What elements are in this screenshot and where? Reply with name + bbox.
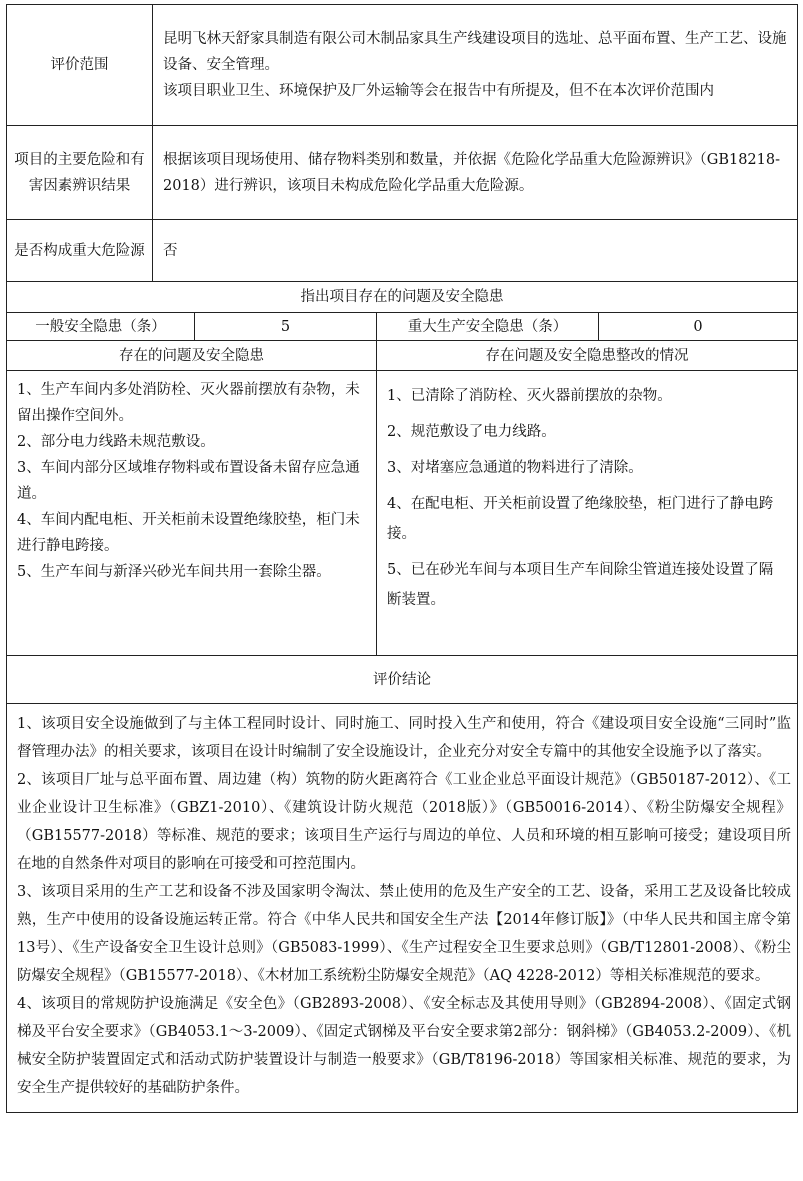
conclusion-paragraph: 1、该项目安全设施做到了与主体工程同时设计、同时施工、同时投入生产和使用，符合《建设项目安全设施“三同时”监督管理办法》的相关要求，该项目在设计时编制了安全设施设计，企业充分对安全专篇中的其他安全设施予以了落实。 xyxy=(17,716,791,760)
issue-count-row xyxy=(7,313,798,341)
evaluation-table xyxy=(6,4,798,1113)
issues-list xyxy=(7,371,377,656)
fix-item: 1、已清除了消防栓、灭火器前摆放的杂物。 xyxy=(387,388,672,404)
conclusion-title-row xyxy=(7,656,798,704)
issue-item: 2、部分电力线路未规范敷设。 xyxy=(17,434,215,450)
issues-section-title: 指出项目存在的问题及安全隐患 xyxy=(7,282,798,313)
conclusion-content xyxy=(7,704,798,1113)
issues-title-row xyxy=(7,282,798,313)
general-hazard-label: 一般安全隐患（条） xyxy=(7,313,195,341)
conclusion-row xyxy=(7,704,798,1113)
issues-detail-row xyxy=(7,371,798,656)
scope-line: 昆明飞林天舒家具制造有限公司木制品家具生产线建设项目的选址、总平面布置、生产工艺、设施设备、安全管理。 xyxy=(163,31,787,73)
scope-line: 该项目职业卫生、环境保护及厂外运输等会在报告中有所提及，但不在本次评价范围内 xyxy=(163,83,714,99)
fixes-list xyxy=(377,371,798,656)
fix-item: 3、对堵塞应急通道的物料进行了清除。 xyxy=(387,460,643,476)
hazards-label: 项目的主要危险和有害因素辨识结果 xyxy=(7,126,153,220)
issue-item: 5、生产车间与新泽兴砂光车间共用一套除尘器。 xyxy=(17,564,331,580)
issues-header-row xyxy=(7,341,798,371)
issues-column-header: 存在的问题及安全隐患 xyxy=(7,341,377,371)
conclusion-paragraph: 3、该项目采用的生产工艺和设备不涉及国家明令淘汰、禁止使用的危及生产安全的工艺、设备，采用工艺及设备比较成熟，生产中使用的设备设施运转正常。符合《中华人民共和国安全生产法【2014年修订版】》（中华人民共和国主席令第13号）、《生产设备安全卫生设计总则》（GB5083-1999）、《生产过程安全卫生要求总则》（GB/T12801-2008）、《粉尘防爆安全规程》（GB15577-2018）、《木材加工系统粉尘防爆安全规范》（AQ 4228-2012）等相关标准规范的要求。 xyxy=(17,884,791,984)
conclusion-paragraph: 4、该项目的常规防护设施满足《安全色》（GB2893-2008）、《安全标志及其使用导则》（GB2894-2008）、《固定式钢梯及平台安全要求》（GB4053.1～3-2009）、《固定式钢梯及平台安全要求第2部分：钢斜梯》（GB4053.2-2009）、《机械安全防护装置固定式和活动式防护装置设计与制造一般要求》（GB/T8196-2018）等国家相关标准、规范的要求，为安全生产提供较好的基础防护条件。 xyxy=(17,996,791,1096)
major-hazard-count: 0 xyxy=(599,313,798,341)
scope-content xyxy=(153,5,798,126)
issue-item: 1、生产车间内多处消防栓、灭火器前摆放有杂物，未留出操作空间外。 xyxy=(17,382,360,424)
fixes-column-header: 存在问题及安全隐患整改的情况 xyxy=(377,341,798,371)
hazards-row xyxy=(7,126,798,220)
major-hazard-label: 是否构成重大危险源 xyxy=(7,220,153,282)
conclusion-title: 评价结论 xyxy=(7,656,798,704)
major-hazard-count-label: 重大生产安全隐患（条） xyxy=(377,313,599,341)
scope-label: 评价范围 xyxy=(7,5,153,126)
evaluation-table-sheet xyxy=(6,4,797,1113)
hazards-content: 根据该项目现场使用、储存物料类别和数量，并依据《危险化学品重大危险源辨识》（GB18218-2018）进行辨识，该项目未构成危险化学品重大危险源。 xyxy=(153,126,798,220)
fix-item: 5、已在砂光车间与本项目生产车间除尘管道连接处设置了隔断装置。 xyxy=(387,562,774,608)
general-hazard-count: 5 xyxy=(195,313,377,341)
conclusion-paragraph: 2、该项目厂址与总平面布置、周边建（构）筑物的防火距离符合《工业企业总平面设计规范》（GB50187-2012）、《工业企业设计卫生标准》（GBZ1-2010）、《建筑设计防火规范（2018版）》（GB50016-2014）、《粉尘防爆安全规程》（GB15577-2018）等标准、规范的要求；该项目生产运行与周边的单位、人员和环境的相互影响可接受；建设项目所在地的自然条件对项目的影响在可接受和可控范围内。 xyxy=(17,772,791,872)
major-hazard-value: 否 xyxy=(153,220,798,282)
issue-item: 3、车间内部分区域堆存物料或布置设备未留存应急通道。 xyxy=(17,460,360,502)
scope-row xyxy=(7,5,798,126)
fix-item: 4、在配电柜、开关柜前设置了绝缘胶垫，柜门进行了静电跨接。 xyxy=(387,496,774,542)
issue-item: 4、车间内配电柜、开关柜前未设置绝缘胶垫，柜门未进行静电跨接。 xyxy=(17,512,360,554)
major-hazard-row xyxy=(7,220,798,282)
fix-item: 2、规范敷设了电力线路。 xyxy=(387,424,556,440)
